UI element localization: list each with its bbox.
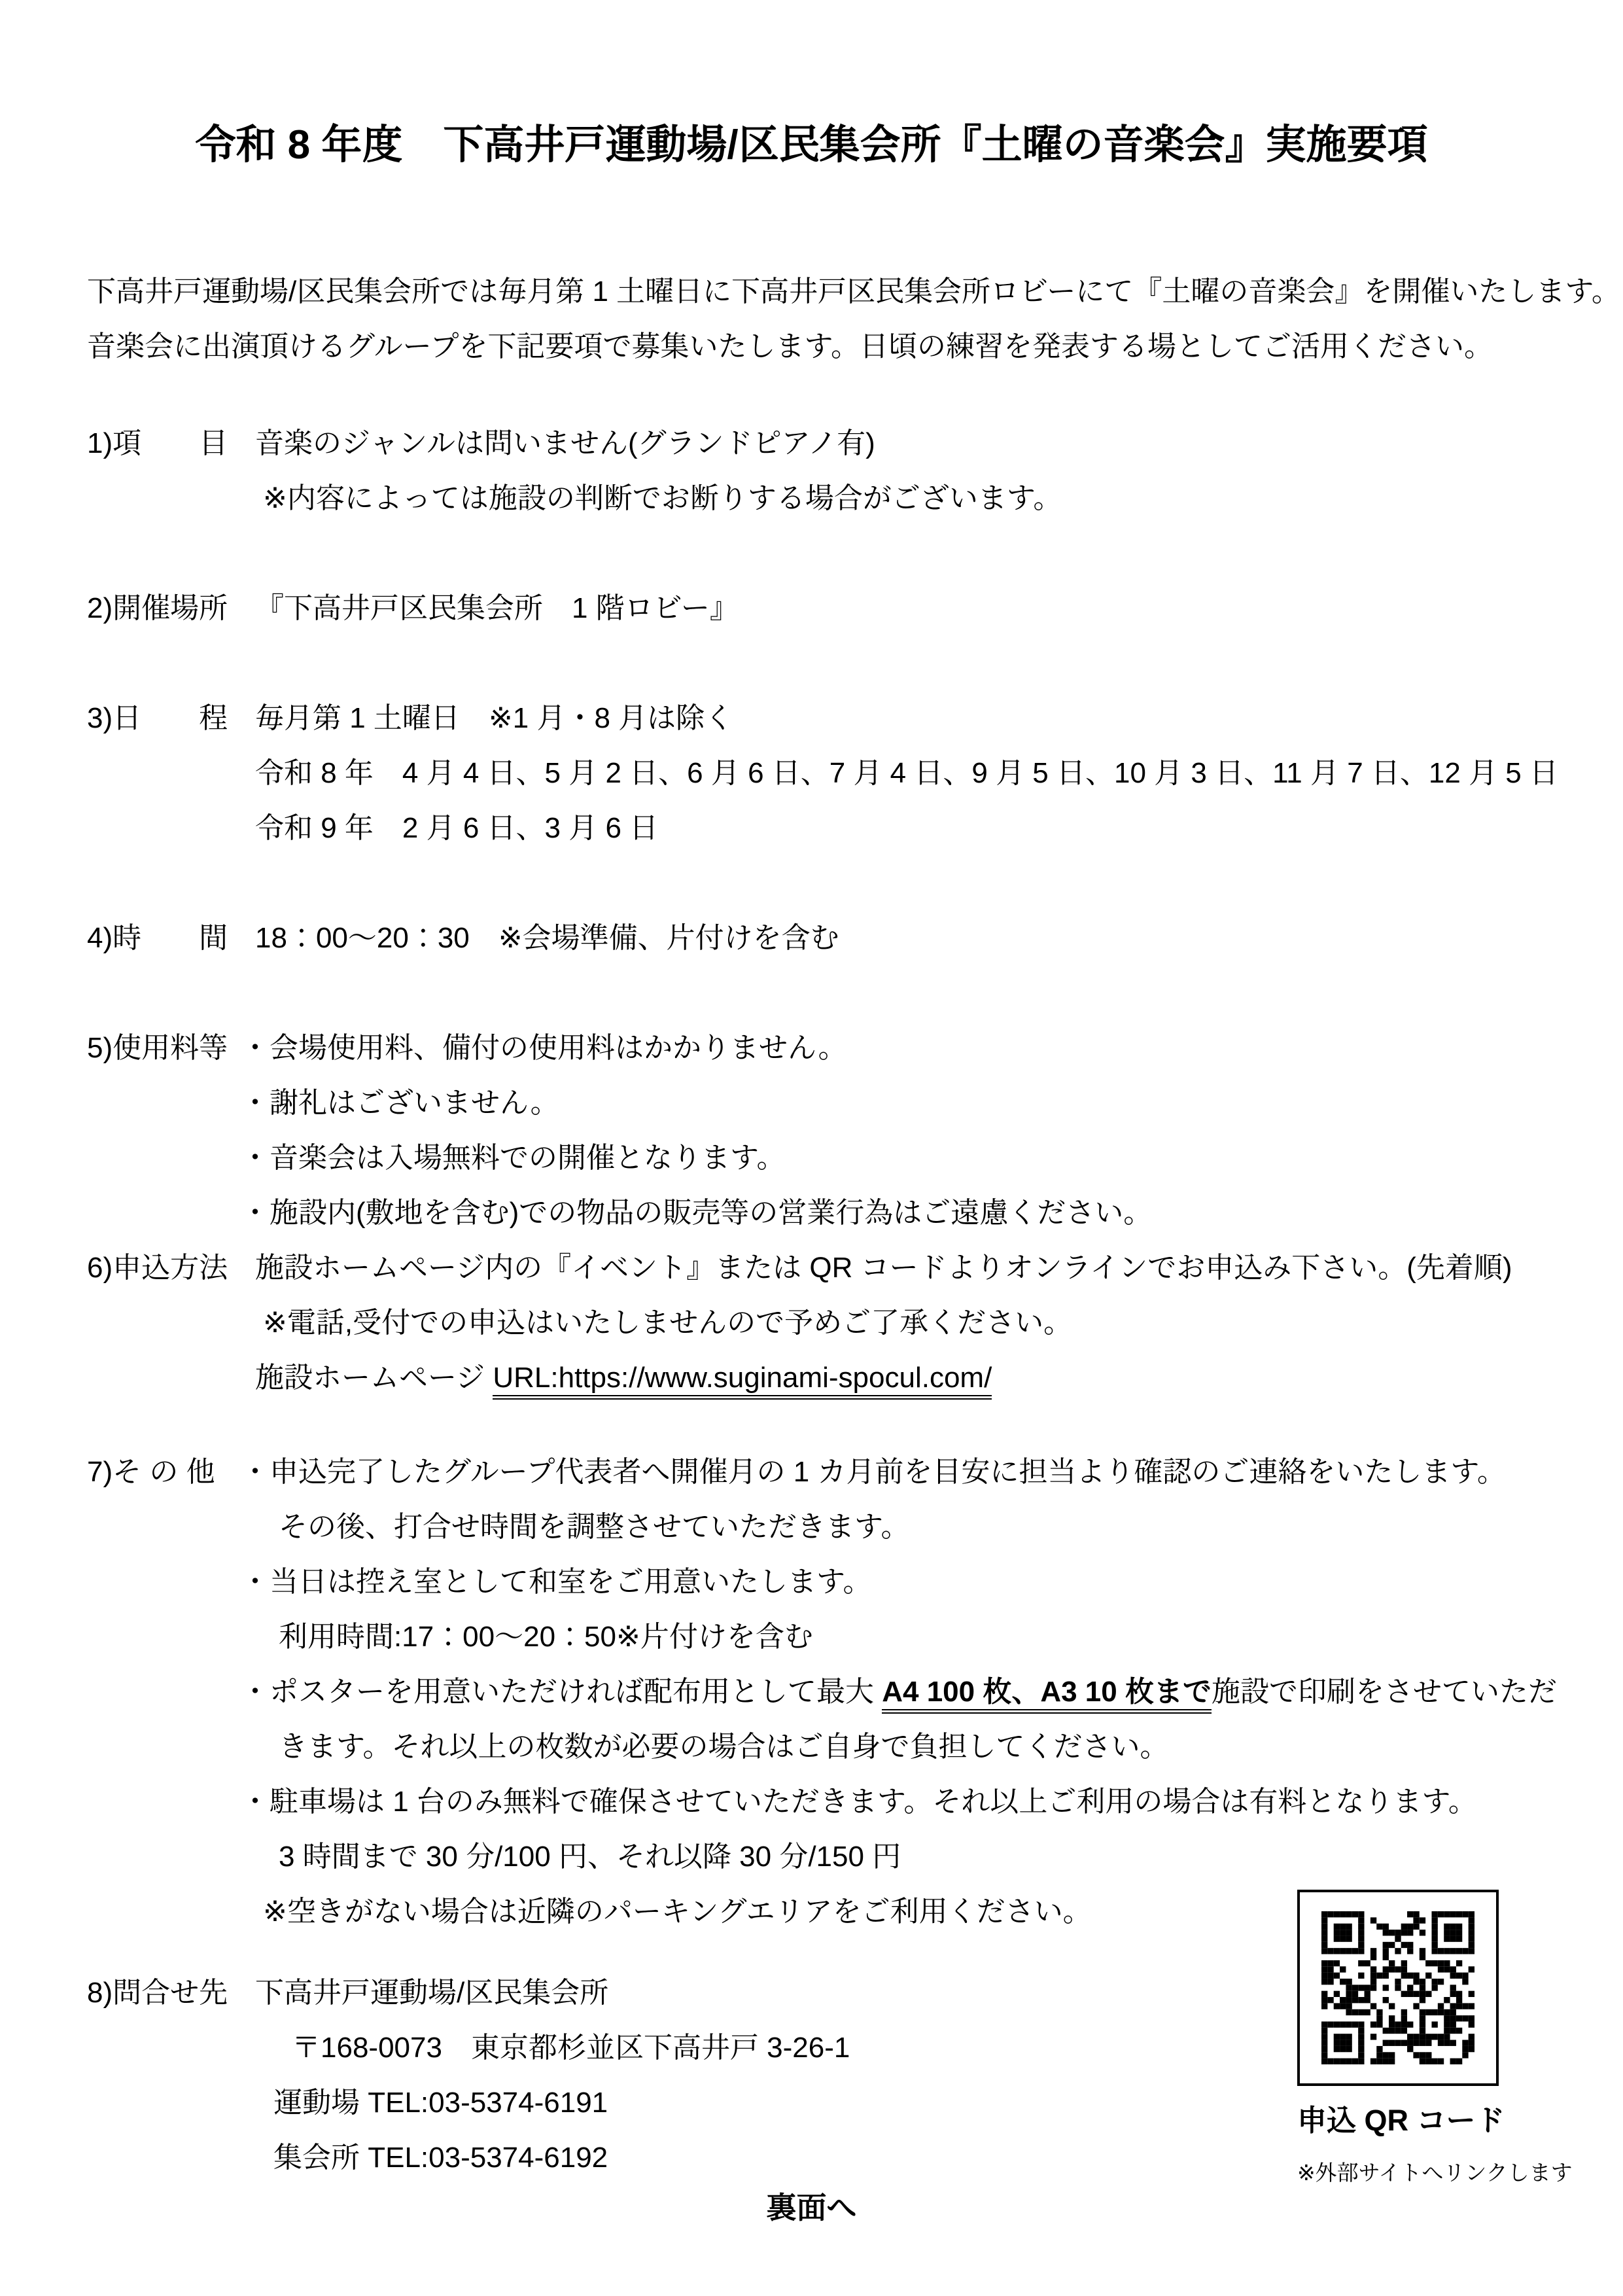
other-parking-rate-line: 3 時間まで 30 分/100 円、それ以降 30 分/150 円 [279,1841,901,1873]
section-4-content [255,911,1623,966]
qr-box [1297,1890,1499,2086]
contact-phone-hall-line: 集会所 TEL:03-5374-6192 [273,2142,608,2174]
other-contact-cont-line: その後、打合せ時間を調整させていただきます。 [279,1511,910,1543]
section-1-category [87,416,1623,526]
section-8-label: 8)問合せ先 [87,1977,228,2009]
poster-limit-highlight: A4 100 枚、A3 10 枚まで [882,1676,1212,1714]
fee-bullet-sales: ・施設内(敷地を含む)での物品の販売等の営業行為はご遠慮ください。 [241,1197,1153,1229]
intro-line-2: 音楽会に出演頂けるグループを下記要項で募集いたします。日頃の練習を発表する場としてご活用ください。 [87,330,1493,362]
intro-paragraph [87,264,1620,374]
section-4-time [87,911,1623,966]
other-waiting-room-hours-line: 利用時間:17：00～20：50※片付けを含む [279,1621,813,1653]
qr-code [1321,1911,1475,2064]
section-3-schedule [87,691,1623,856]
fee-bullet-venue: ・会場使用料、備付の使用料はかかりません。 [241,1032,847,1064]
fee-bullet-admission: ・音楽会は入場無料での開催となります。 [241,1142,786,1174]
contact-address-line: 〒168-0073 東京都杉並区下高井戸 3-26-1 [292,2032,850,2064]
other-parking-note-line: ※空きがない場合は近隣のパーキングエリアをご利用ください。 [263,1896,1092,1928]
application-method-line: 施設ホームページ内の『イベント』または QR コードよりオンラインでお申込み下さい。(先着順) [255,1252,1512,1284]
contact-phone-ground-line: 運動場 TEL:03-5374-6191 [273,2087,608,2119]
section-6-content [255,1241,1623,1405]
other-bullet-contact: ・申込完了したグループ代表者へ開催月の 1 カ月前を目安に担当より確認のご連絡をいたします。 [241,1456,1506,1488]
section-2-label: 2)開催場所 [87,592,228,624]
section-5-label: 5)使用料等 [87,1032,228,1064]
section-6-application [87,1241,1623,1405]
section-3-label: 3)日 程 [87,702,228,734]
section-2-content [255,581,1623,636]
time-line: 18：00～20：30 ※会場準備、片付けを含む [255,922,839,954]
contact-facility-name-line: 下高井戸運動場/区民集会所 [255,1977,609,2009]
schedule-rule-line: 毎月第 1 土曜日 ※1 月・8 月は除く [255,702,734,734]
other-bullet-poster [241,1665,1623,1720]
genre-note-line: ※内容によっては施設の判断でお断りする場合がございます。 [263,482,1062,514]
fee-bullet-reward: ・謝礼はございません。 [241,1087,559,1119]
schedule-dates-reiwa8-line: 令和 8 年 4 月 4 日、5 月 2 日、6 月 6 日、7 月 4 日、9 月 5 日、10 月 3 日、11 月 7 日、12 月 5 日 [255,757,1558,789]
homepage-url-link[interactable]: URL:https://www.suginami-spocul.com/ [493,1362,992,1400]
footer-back-page-label: 裏面へ [766,2191,857,2225]
other-bullet-parking: ・駐車場は 1 台のみ無料で確保させていただきます。それ以上ご利用の場合は有料となります。 [241,1786,1477,1818]
schedule-dates-reiwa9-line: 令和 9 年 2 月 6 日、3 月 6 日 [255,812,659,844]
qr-caption: 申込 QR コード [1297,2104,1505,2137]
application-note-line: ※電話,受付での申込はいたしませんので予めご了承ください。 [263,1307,1073,1339]
qr-external-link-note: ※外部サイトへリンクします [1297,2161,1573,2185]
other-bullet-waiting-room: ・当日は控え室として和室をご用意いたします。 [241,1566,872,1598]
section-2-venue [87,581,1623,636]
page-title: 令和 8 年度 下高井戸運動場/区民集会所『土曜の音楽会』実施要項 [195,122,1428,168]
homepage-url-prefix: 施設ホームページ [255,1362,493,1394]
section-4-label: 4)時 間 [87,922,228,954]
other-poster-cont-line: きます。それ以上の枚数が必要の場合はご自身で負担してください。 [279,1731,1169,1763]
section-7-other [87,1445,1623,1939]
intro-line-1: 下高井戸運動場/区民集会所では毎月第 1 土曜日に下高井戸区民集会所ロビーにて『土曜の音楽会』を開催いたします。 [87,275,1620,308]
section-5-fees [87,1021,1623,1241]
section-1-label: 1)項 目 [87,427,228,459]
genre-line: 音楽のジャンルは問いません(グランドピアノ有) [255,427,875,459]
poster-suffix: 施設で印刷をさせていただ [1211,1676,1557,1708]
section-3-content [255,691,1623,856]
section-5-content [241,1021,1623,1241]
venue-line: 『下高井戸区民集会所 1 階ロビー』 [255,592,739,624]
section-6-label: 6)申込方法 [87,1252,228,1284]
section-7-content [241,1445,1623,1939]
poster-prefix: ・ポスターを用意いただければ配布用として最大 [241,1676,882,1708]
section-1-content [255,416,1623,526]
homepage-url-line [255,1351,1623,1405]
qr-block [1297,1890,1573,2187]
section-7-label: 7)そ の 他 [87,1456,215,1488]
